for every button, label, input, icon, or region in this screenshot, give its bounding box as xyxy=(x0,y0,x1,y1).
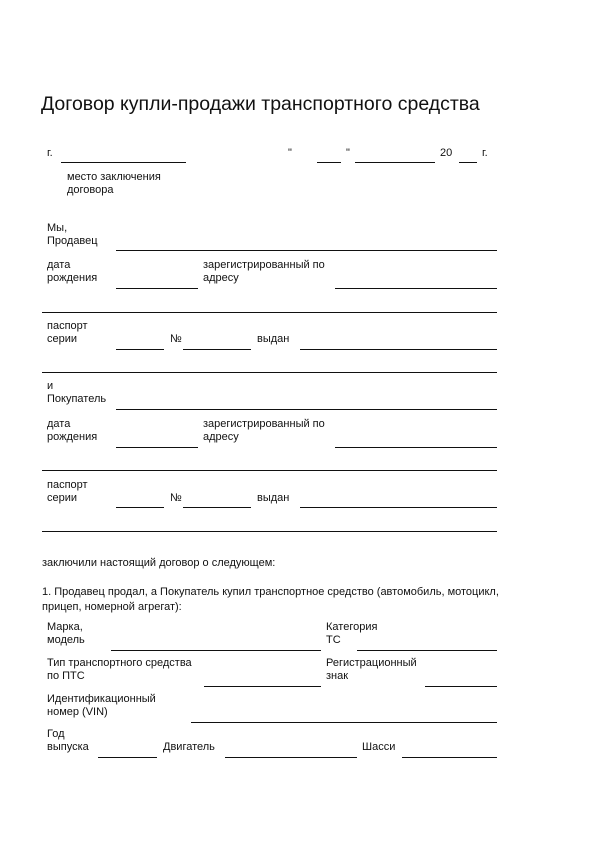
reg-plate-field[interactable] xyxy=(425,686,497,687)
seller-name-field[interactable] xyxy=(116,250,497,251)
category-label-1: Категория xyxy=(326,621,378,633)
seller-passport-label-1: паспорт xyxy=(47,320,88,332)
year-prefix: 20 xyxy=(440,147,453,159)
seller-number-sign: № xyxy=(170,333,182,345)
vin-label-2: номер (VIN) xyxy=(47,706,108,718)
month-field[interactable] xyxy=(355,162,435,163)
category-field[interactable] xyxy=(357,650,497,651)
buyer-name-field[interactable] xyxy=(116,409,497,410)
year-made-label-2: выпуска xyxy=(47,741,89,753)
buyer-address-field[interactable] xyxy=(335,447,497,448)
chassis-label: Шасси xyxy=(362,741,396,753)
buyer-intro-line1: и xyxy=(47,380,54,392)
make-label-1: Марка, xyxy=(47,621,83,633)
seller-birth-label-1: дата xyxy=(47,259,71,271)
engine-field[interactable] xyxy=(225,757,357,758)
buyer-passport-series-field[interactable] xyxy=(116,507,164,508)
buyer-passport-label-1: паспорт xyxy=(47,479,88,491)
seller-intro-line2: Продавец xyxy=(47,235,98,247)
seller-issued-field-2[interactable] xyxy=(42,372,497,373)
buyer-number-sign: № xyxy=(170,492,182,504)
category-label-2: ТС xyxy=(326,634,341,646)
document-title: Договор купли-продажи транспортного средства xyxy=(41,93,480,115)
clause-1-line2: прицеп, номерной агрегат): xyxy=(42,601,182,613)
day-field[interactable] xyxy=(317,162,341,163)
vin-field[interactable] xyxy=(191,722,497,723)
vehicle-type-label-1: Тип транспортного средства xyxy=(47,657,192,669)
quote-open: " xyxy=(288,147,292,159)
seller-address-field[interactable] xyxy=(335,288,497,289)
make-model-field[interactable] xyxy=(111,650,321,651)
chassis-field[interactable] xyxy=(402,757,497,758)
buyer-birth-label-2: рождения xyxy=(47,431,98,443)
city-field[interactable] xyxy=(61,162,186,163)
buyer-issued-field[interactable] xyxy=(300,507,497,508)
buyer-intro-line2: Покупатель xyxy=(47,393,107,405)
buyer-address-label-1: зарегистрированный по xyxy=(203,418,325,430)
quote-close: " xyxy=(346,147,350,159)
vehicle-type-label-2: по ПТС xyxy=(47,670,85,682)
buyer-issued-field-2[interactable] xyxy=(42,531,497,532)
seller-intro-line1: Мы, xyxy=(47,222,68,234)
buyer-address-field-2[interactable] xyxy=(42,470,497,471)
buyer-birth-field[interactable] xyxy=(116,447,198,448)
seller-address-label-2: адресу xyxy=(203,272,239,284)
vehicle-type-field[interactable] xyxy=(204,686,321,687)
reg-plate-label-1: Регистрационный xyxy=(326,657,417,669)
make-label-2: модель xyxy=(47,634,85,646)
seller-address-label-1: зарегистрированный по xyxy=(203,259,325,271)
seller-passport-series-field[interactable] xyxy=(116,349,164,350)
buyer-address-label-2: адресу xyxy=(203,431,239,443)
city-prefix: г. xyxy=(47,147,53,159)
seller-passport-number-field[interactable] xyxy=(183,349,251,350)
seller-passport-label-2: серии xyxy=(47,333,78,345)
year-suffix: г. xyxy=(482,147,488,159)
vin-label-1: Идентификационный xyxy=(47,693,156,705)
year-made-label-1: Год xyxy=(47,728,65,740)
seller-issued-label: выдан xyxy=(257,333,290,345)
reg-plate-label-2: знак xyxy=(326,670,349,682)
seller-birth-field[interactable] xyxy=(116,288,198,289)
year-field[interactable] xyxy=(459,162,477,163)
engine-label: Двигатель xyxy=(163,741,215,753)
buyer-passport-number-field[interactable] xyxy=(183,507,251,508)
buyer-issued-label: выдан xyxy=(257,492,290,504)
buyer-passport-label-2: серии xyxy=(47,492,78,504)
seller-birth-label-2: рождения xyxy=(47,272,98,284)
buyer-birth-label-1: дата xyxy=(47,418,71,430)
clause-1-line1: 1. Продавец продал, а Покупатель купил транспортное средство (автомобиль, мотоцикл, xyxy=(42,586,499,598)
agreement-statement: заключили настоящий договор о следующем: xyxy=(42,557,276,569)
place-label-line1: место заключения xyxy=(67,171,161,183)
year-made-field[interactable] xyxy=(98,757,157,758)
seller-address-field-2[interactable] xyxy=(42,312,497,313)
place-label-line2: договора xyxy=(67,184,114,196)
seller-issued-field[interactable] xyxy=(300,349,497,350)
